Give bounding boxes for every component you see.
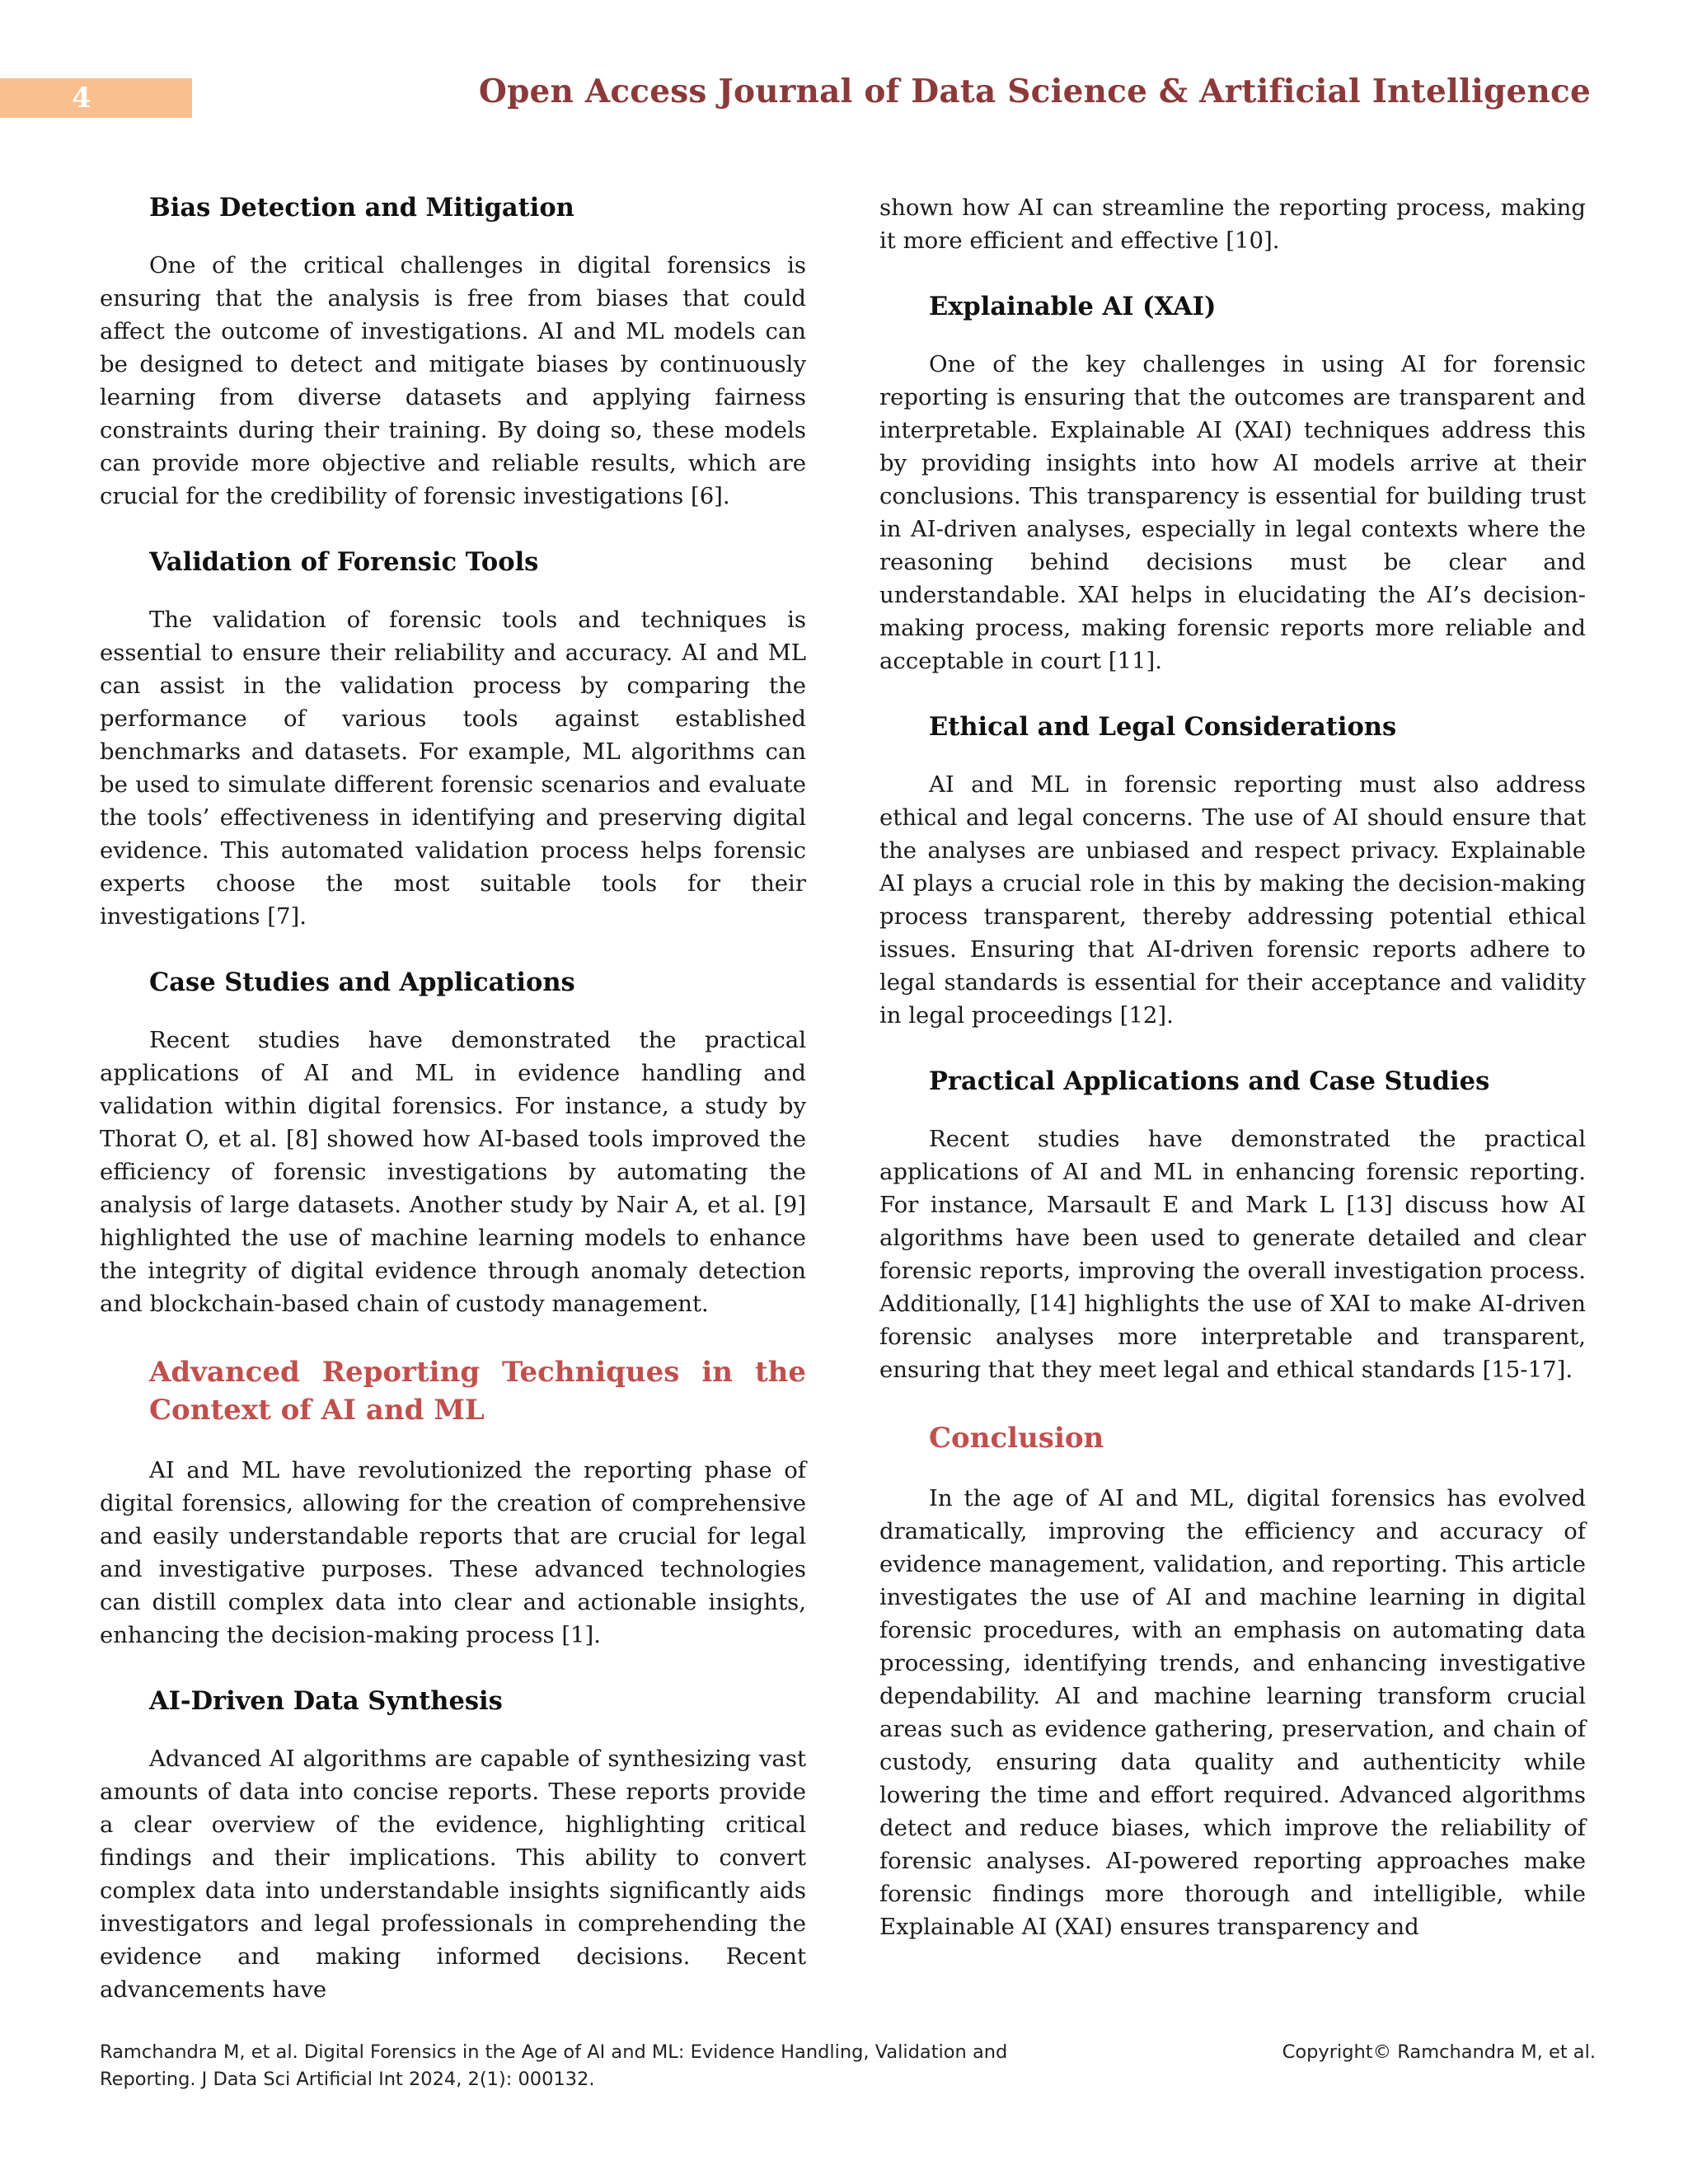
paragraph-data-synthesis-continued: shown how AI can streamline the reporting process, making it more efficient and effective [10]. <box>879 194 1586 254</box>
section-heading-advanced-reporting: Advanced Reporting Techniques in the Context of AI and ML <box>149 1356 806 1427</box>
paragraph-advanced-reporting: AI and ML have revolutionized the reporting phase of digital forensics, allowing for the creation of comprehensive and easily understandable reports that are crucial for legal and investigative purposes. These advanced technologies can distill complex data into clear and actionable insights, enhancing the decision-making process [1]. <box>100 1457 806 1648</box>
paragraph-conclusion: In the age of AI and ML, digital forensics has evolved dramatically, improving the efficiency and accuracy of evidence management, validation, and reporting. This article investigates the use of AI and machine learning in digital forensic procedures, with an emphasis on automating data processing, identifying trends, and enhancing investigative dependability. AI and machine learning transform crucial areas such as evidence gathering, preservation, and chain of custody, ensuring data quality and authenticity while lowering the time and effort required. Advanced algorithms detect and reduce biases, which improve the reliability of forensic analyses. AI-powered reporting approaches make forensic findings more thorough and intelligible, while Explainable AI (XAI) ensures transparency and <box>879 1485 1586 1940</box>
paragraph-data-synthesis: Advanced AI algorithms are capable of synthesizing vast amounts of data into concise reports. These reports provide a clear overview of the evidence, highlighting critical findings and their implications. This ability to convert complex data into understandable insights significantly aids investigators and legal professionals in comprehending the evidence and making informed decisions. Recent advancements have <box>100 1746 806 2003</box>
paragraph-ethical-legal: AI and ML in forensic reporting must also address ethical and legal concerns. The use of AI should ensure that the analyses are unbiased and respect privacy. Explainable AI plays a crucial role in this by making the decision-making process transparent, thereby addressing potential ethical issues. Ensuring that AI-driven forensic reports adhere to legal standards is essential for their acceptance and validity in legal proceedings [12]. <box>879 771 1586 1029</box>
footer-citation: Ramchandra M, et al. Digital Forensics in the Age of AI and ML: Evidence Handling, Validation and Reporting. J Data Sci Artificial Int 2024, 2(1): 000132. <box>100 2041 1008 2090</box>
heading-practical-applications: Practical Applications and Case Studies <box>929 1066 1490 1096</box>
heading-ethical-legal: Ethical and Legal Considerations <box>929 712 1397 742</box>
heading-bias-detection: Bias Detection and Mitigation <box>149 193 574 223</box>
heading-validation-tools: Validation of Forensic Tools <box>149 547 539 577</box>
heading-data-synthesis: AI-Driven Data Synthesis <box>149 1686 503 1716</box>
paragraph-practical-applications: Recent studies have demonstrated the practical applications of AI and ML in enhancing forensic reporting. For instance, Marsault E and Mark L [13] discuss how AI algorithms have been used to generate detailed and clear forensic reports, improving the overall investigation process. Additionally, [14] highlights the use of XAI to make AI-driven forensic analyses more interpretable and transparent, ensuring that they meet legal and ethical standards [15-17]. <box>879 1126 1586 1383</box>
page-number: 4 <box>72 82 91 115</box>
heading-explainable-ai: Explainable AI (XAI) <box>929 292 1217 321</box>
right-column <box>879 191 1586 1976</box>
footer-copyright: Copyright© Ramchandra M, et al. <box>1282 2041 1596 2063</box>
section-heading-conclusion: Conclusion <box>929 1422 1104 1455</box>
journal-title: Open Access Journal of Data Science & Artificial Intelligence <box>478 73 1591 110</box>
paragraph-validation-tools: The validation of forensic tools and techniques is essential to ensure their reliability and accuracy. AI and ML can assist in the validation process by comparing the performance of various tools against established benchmarks and datasets. For example, ML algorithms can be used to simulate different forensic scenarios and evaluate the tools’ effectiveness in identifying and preserving digital evidence. This automated validation process helps forensic experts choose the most suitable tools for their investigations [7]. <box>100 607 806 930</box>
page-number-tab <box>0 78 192 118</box>
paragraph-explainable-ai: One of the key challenges in using AI for forensic reporting is ensuring that the outcomes are transparent and interpretable. Explainable AI (XAI) techniques address this by providing insights into how AI models arrive at their conclusions. This transparency is essential for building trust in AI-driven analyses, especially in legal contexts where the reasoning behind decisions must be clear and understandable. XAI helps in elucidating the AI’s decision-making process, making forensic reports more reliable and acceptable in court [11]. <box>879 351 1586 674</box>
left-column <box>100 191 806 2039</box>
paragraph-case-studies: Recent studies have demonstrated the practical applications of AI and ML in evidence handling and validation within digital forensics. For instance, a study by Thorat O, et al. [8] showed how AI-based tools improved the efficiency of forensic investigations by automating the analysis of large datasets. Another study by Nair A, et al. [9] highlighted the use of machine learning models to enhance the integrity of digital evidence through anomaly detection and blockchain-based chain of custody management. <box>100 1027 806 1317</box>
heading-case-studies: Case Studies and Applications <box>149 968 575 997</box>
paragraph-bias-detection: One of the critical challenges in digital forensics is ensuring that the analysis is free from biases that could affect the outcome of investigations. AI and ML models can be designed to detect and mitigate biases by continuously learning from diverse datasets and applying fairness constraints during their training. By doing so, these models can provide more objective and reliable results, which are crucial for the credibility of forensic investigations [6]. <box>100 252 806 509</box>
